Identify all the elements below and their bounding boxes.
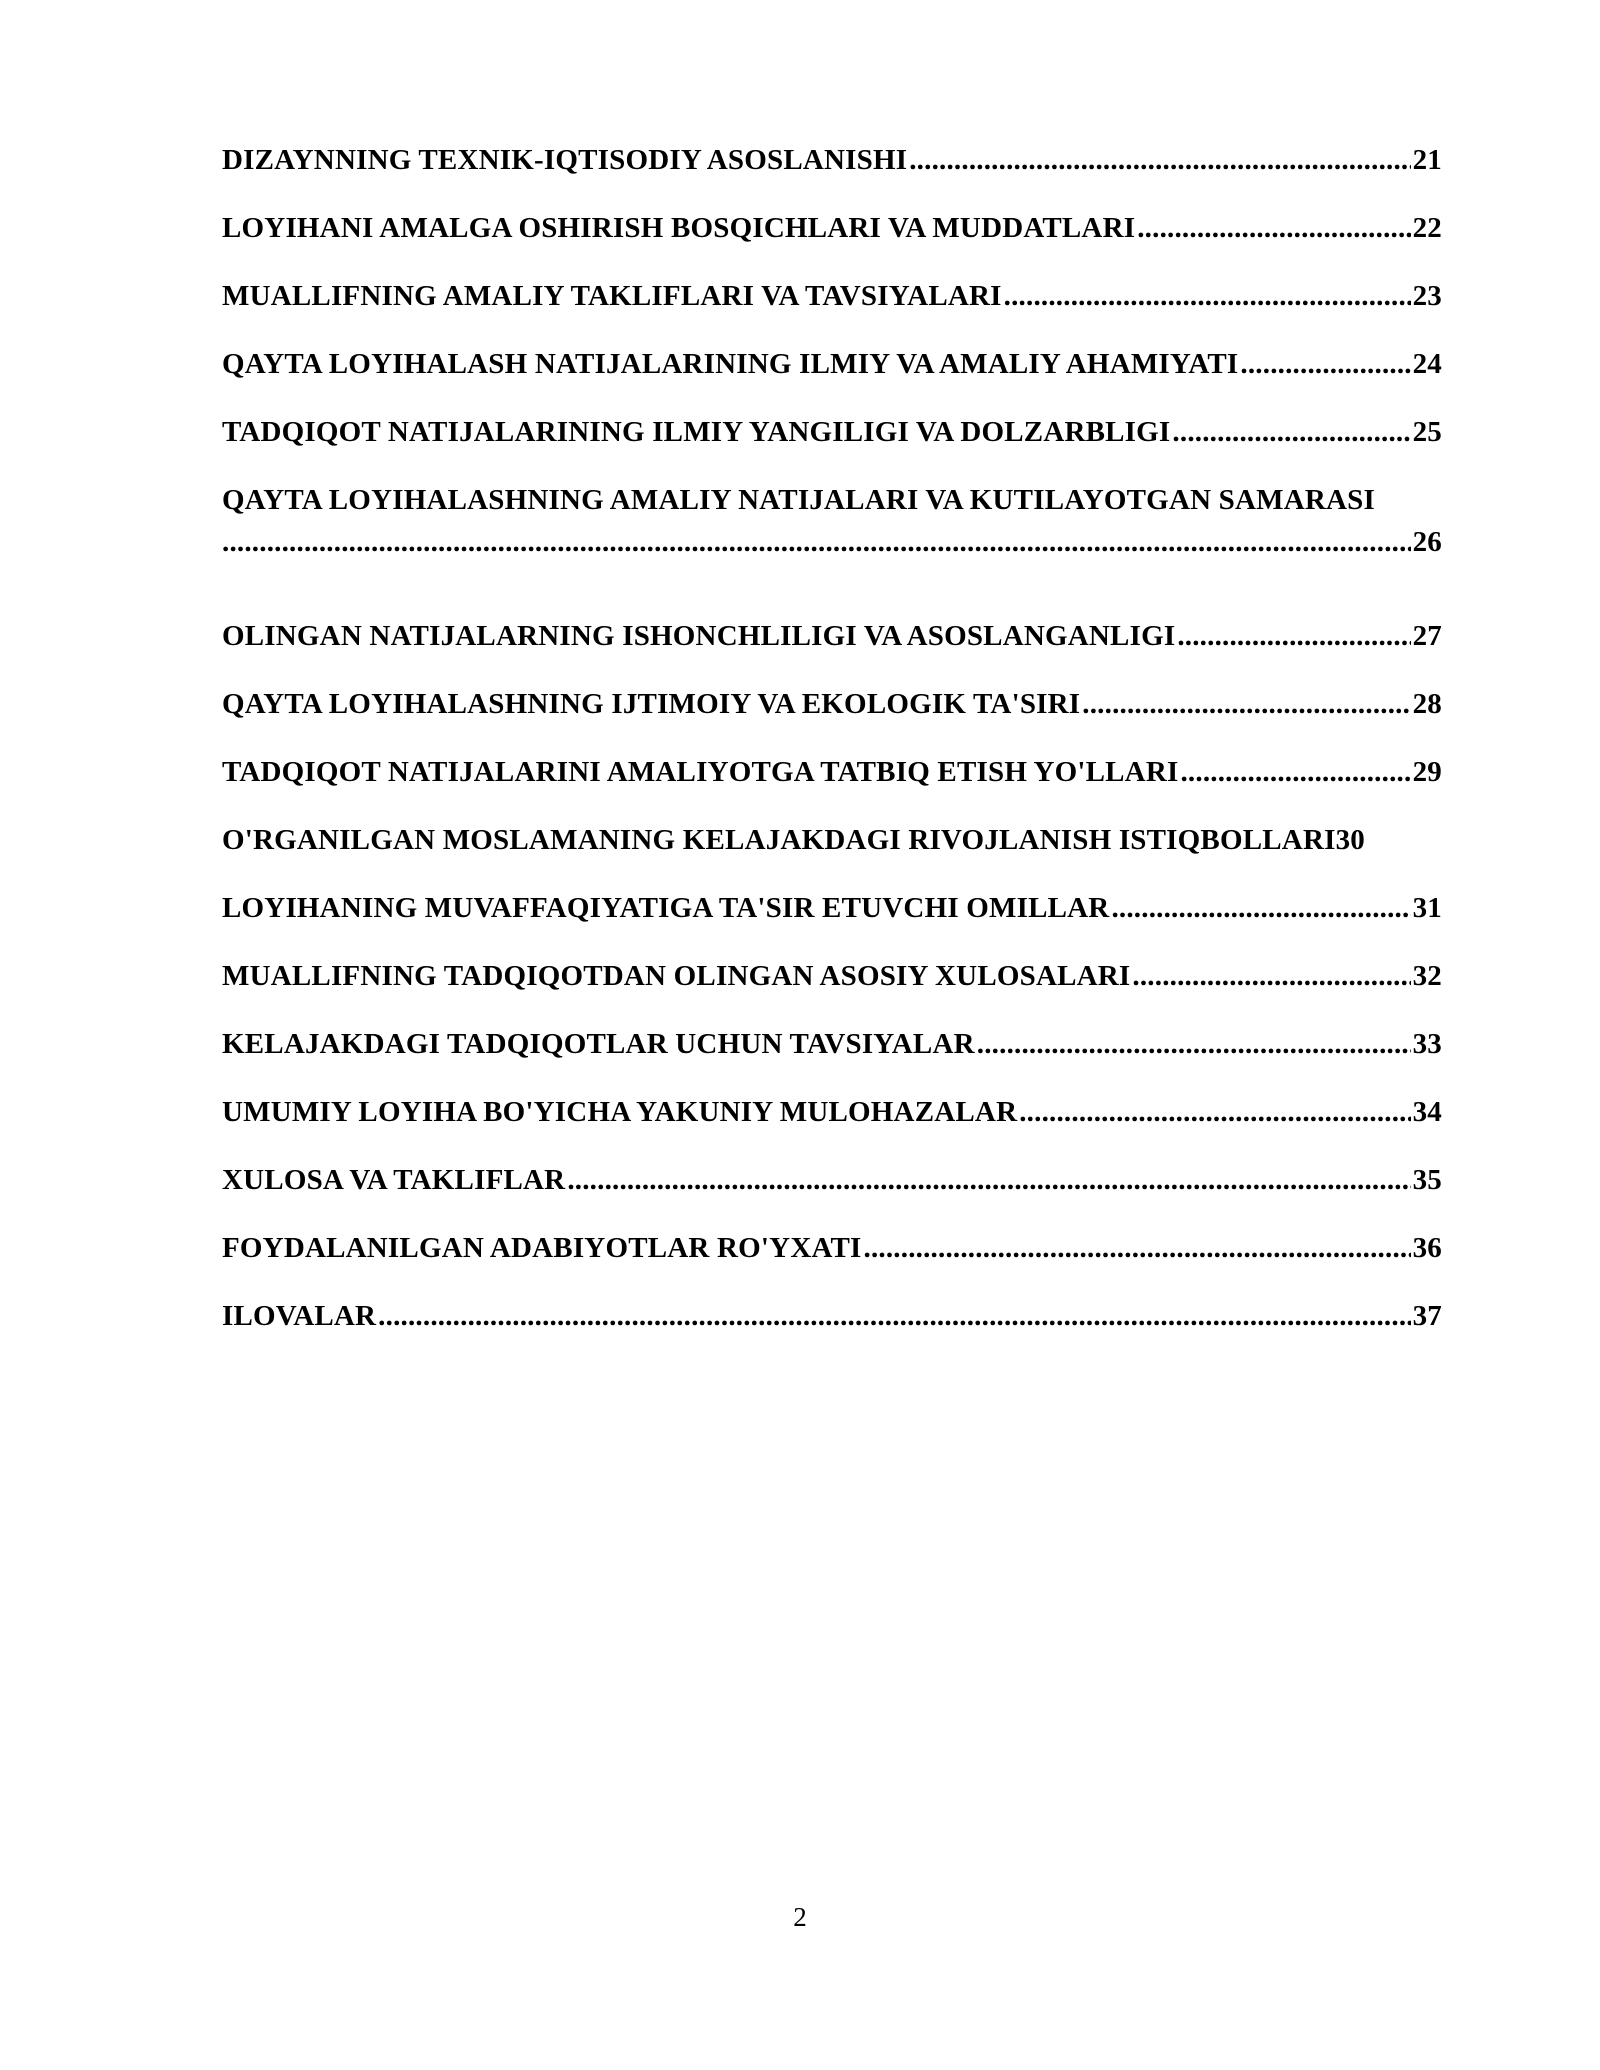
toc-dot-leader [864,1232,1411,1265]
toc-entry-page: 28 [1412,688,1442,720]
toc-entry-page: 30 [1335,824,1365,856]
toc-entry [222,1028,1442,1096]
toc-entry-page: 33 [1412,1028,1442,1060]
toc-dot-leader [378,1300,1410,1333]
toc-entry [222,1096,1442,1164]
toc-entry-title: QAYTA LOYIHALASHNING AMALIY NATIJALARI VA KUTILAYOTGAN SAMARASI [222,484,1375,516]
toc-entry-page: 29 [1412,756,1442,788]
toc-entry [222,212,1442,280]
toc-entry [222,416,1442,484]
toc-entry-page: 22 [1412,212,1442,244]
toc-entry-title: OLINGAN NATIJALARNING ISHONCHLILIGI VA ASOSLANGANLIGI [222,620,1176,652]
toc-entry-page: 36 [1412,1232,1442,1264]
toc-entry [222,1164,1442,1232]
toc-dot-leader [1082,688,1410,721]
toc-entry [222,756,1442,824]
toc-entry [222,1300,1442,1368]
toc-entry-page: 32 [1412,960,1442,992]
toc-entry-title: MUALLIFNING TADQIQOTDAN OLINGAN ASOSIY XULOSALARI [222,960,1131,992]
toc-entry [222,960,1442,1028]
toc-dot-leader [1004,280,1411,313]
toc-entry-page: 21 [1412,144,1442,176]
toc-entry-title: TADQIQOT NATIJALARINING ILMIY YANGILIGI VA DOLZARBLIGI [222,416,1171,448]
toc-entry-continuation [222,526,1442,559]
toc-entry-page: 25 [1412,416,1442,448]
toc-entry-title: QAYTA LOYIHALASHNING IJTIMOIY VA EKOLOGIK TA'SIRI [222,688,1081,720]
toc-entry-title: XULOSA VA TAKLIFLAR [222,1164,566,1196]
toc-dot-leader [977,1028,1411,1061]
toc-dot-leader [1111,892,1410,925]
toc-entry [222,280,1442,348]
toc-dot-leader [909,144,1410,177]
toc-dot-leader [567,1164,1410,1197]
page-number: 2 [793,1902,807,1932]
toc-dot-leader [1240,348,1410,381]
toc-dot-leader [222,526,1411,559]
toc-entry-page: 26 [1412,526,1442,558]
toc-entry [222,484,1442,620]
toc-entry-title: ILOVALAR [222,1300,377,1332]
toc-dot-leader [1132,960,1410,993]
toc-dot-leader [1177,620,1410,653]
toc-entry-title: UMUMIY LOYIHA BO'YICHA YAKUNIY MULOHAZALAR [222,1096,1018,1128]
toc-dot-leader [1172,416,1410,449]
toc-entry-page: 37 [1412,1300,1442,1332]
toc-entry-title: LOYIHANING MUVAFFAQIYATIGA TA'SIR ETUVCHI OMILLAR [222,892,1110,924]
toc-entry-title: O'RGANILGAN MOSLAMANING KELAJAKDAGI RIVOJLANISH ISTIQBOLLARI [222,824,1336,856]
toc-entry [222,824,1442,892]
toc-entry-page: 34 [1412,1096,1442,1128]
toc-entry [222,348,1442,416]
toc-entry-title: MUALLIFNING AMALIY TAKLIFLARI VA TAVSIYALARI [222,280,1002,312]
table-of-contents [222,144,1442,1368]
toc-entry-page: 24 [1412,348,1442,380]
toc-entry-title: FOYDALANILGAN ADABIYOTLAR RO'YXATI [222,1232,862,1264]
toc-entry-title: TADQIQOT NATIJALARINI AMALIYOTGA TATBIQ ETISH YO'LLARI [222,756,1179,788]
toc-dot-leader [1019,1096,1410,1129]
toc-dot-leader [1137,212,1410,245]
toc-entry-title: KELAJAKDAGI TADQIQOTLAR UCHUN TAVSIYALAR [222,1028,975,1060]
toc-entry-page: 35 [1412,1164,1442,1196]
toc-entry [222,892,1442,960]
toc-entry [222,144,1442,212]
toc-entry [222,620,1442,688]
toc-entry-title: DIZAYNNING TEXNIK-IQTISODIY ASOSLANISHI [222,144,908,176]
toc-entry-title: LOYIHANI AMALGA OSHIRISH BOSQICHLARI VA MUDDATLARI [222,212,1136,244]
toc-entry [222,1232,1442,1300]
toc-entry-title: QAYTA LOYIHALASH NATIJALARINING ILMIY VA AMALIY AHAMIYATI [222,348,1239,380]
toc-entry [222,688,1442,756]
toc-entry-page: 27 [1412,620,1442,652]
toc-dot-leader [1180,756,1410,789]
toc-entry-page: 23 [1412,280,1442,312]
toc-entry-page: 31 [1412,892,1442,924]
